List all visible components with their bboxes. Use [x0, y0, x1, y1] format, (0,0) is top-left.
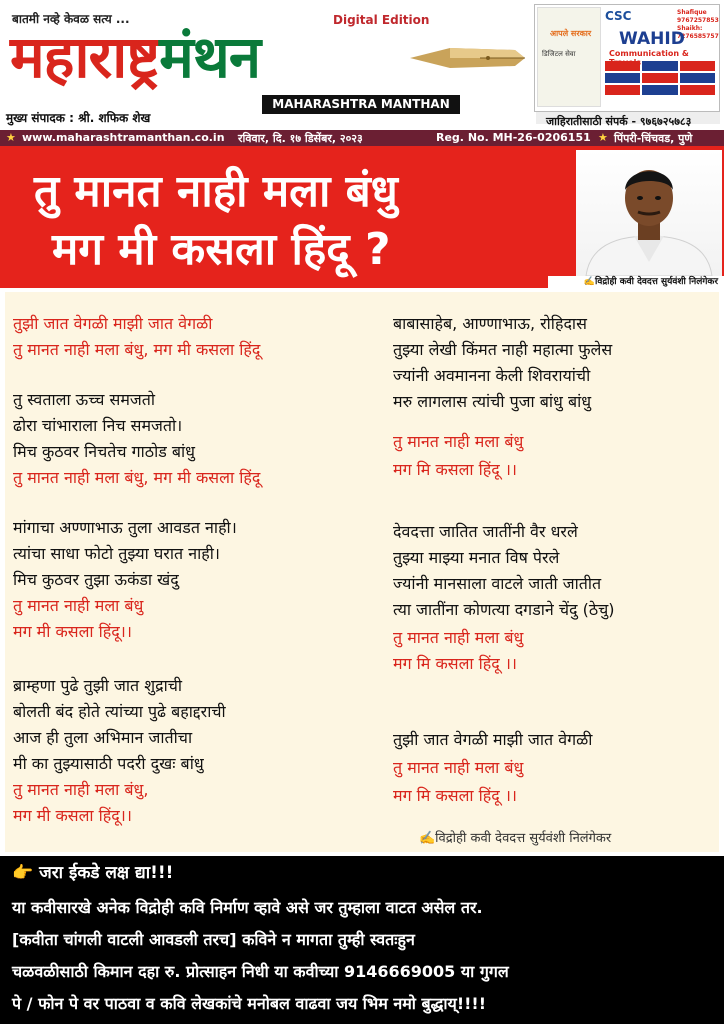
appeal-footer	[0, 856, 724, 1024]
ad-brand-subtitle: Communication &	[609, 49, 689, 58]
pointing-hand-icon: 👉	[12, 863, 34, 883]
poem-line: तु मानत नाही मला बंधु	[13, 596, 144, 615]
poem-line: तु मानत नाही मला बंधु	[393, 628, 524, 647]
poem-line: मग मी कसला हिंदू।।	[13, 806, 132, 825]
poem-line: तुझी जात वेगळी माझी जात वेगळी	[13, 314, 213, 333]
info-bar	[0, 130, 724, 146]
poem-line: मी का तुझ्यासाठी पदरी दुखः बांधु	[13, 754, 204, 773]
ad-contact-line: जाहिरातीसाठी संपर्क - ९७६७२५७८३	[546, 115, 692, 128]
ad-right-panel	[603, 7, 717, 107]
appeal-line: या कवीसारखे अनेक विद्रोही कवि निर्माण व्हावे असे जर तुम्हाला वाटत असेल तर.	[12, 898, 483, 917]
edition-label: Digital Edition	[333, 13, 430, 27]
poem-line: तु मानत नाही मला बंधु,	[13, 780, 149, 799]
appeal-line: चळवळीसाठी किमान दहा रु. प्रोत्साहन निधी या कवीच्या 9146669005 या गुगल	[12, 962, 509, 981]
ad-left-title: आपले सरकार	[550, 29, 592, 38]
poem-line: मग मी कसला हिंदू।।	[13, 622, 132, 641]
poem-line: तु मानत नाही मला बंधु	[393, 432, 524, 451]
poem-line: मांगाचा अण्णाभाऊ तुला आवडत नाही।	[13, 518, 237, 537]
poem-line: बोलती बंद होते त्यांच्या पुढे बहाद्दराची	[13, 702, 226, 721]
appeal-line: [कवीता चांगली वाटली आवडली तरच] कविने न मागता तुम्ही स्वतःहुन	[12, 930, 415, 949]
poem-line: मग मि कसला हिंदू ।।	[393, 460, 517, 479]
ad-owner-1: Shafique 9767257853	[677, 9, 719, 24]
masthead	[0, 0, 724, 128]
headline-line-1: तु मानत नाही मला बंधु	[34, 166, 398, 217]
star-icon: ★	[598, 131, 608, 144]
poem-panel	[5, 292, 719, 852]
poet-photo	[576, 150, 722, 276]
appeal-title-row	[12, 860, 173, 883]
issue-date: रविवार, दि. १७ डिसेंबर, २०२३	[238, 132, 363, 145]
logo-part-maharashtra: महाराष्ट्र	[10, 23, 160, 91]
logo-part-manthan: मंथन	[159, 23, 261, 91]
poem-line: ढोरा चांभाराला निच समजतो।	[13, 416, 183, 435]
headline-line-2: मग मी कसला हिंदू ?	[52, 224, 391, 275]
poem-line: मग मि कसला हिंदू ।।	[393, 786, 517, 805]
poem-line: मिच कुठवर निचतेच गाठोड बांधु	[13, 442, 195, 461]
poem-line: तुझ्या लेखी किंमत नाही महात्मा फुलेस	[393, 340, 613, 359]
star-icon: ★	[6, 131, 16, 144]
poem-line: तु मानत नाही मला बंधु, मग मी कसला हिंदू	[13, 468, 261, 487]
ad-csc-logo: CSC	[605, 9, 632, 23]
poem-line: तुझ्या माझ्या मनात विष पेरले	[393, 548, 560, 567]
appeal-title: जरा ईकडे लक्ष द्या!!!	[39, 863, 174, 883]
fountain-pen-icon	[410, 40, 525, 76]
ad-service-tiles	[605, 61, 715, 95]
poem-line: देवदत्ता जातित जातींनी वैर धरले	[393, 522, 578, 541]
registration-number: Reg. No. MH-26-0206151	[436, 131, 591, 144]
poem-line: ज्यांनी अवमानना केली शिवरायांची	[393, 366, 591, 385]
newspaper-logo	[10, 22, 260, 92]
portrait-icon	[576, 150, 722, 276]
poem-line: तु स्वताला ऊच्च समजतो	[13, 390, 156, 409]
poem-line: मरु लागलास त्यांची पुजा बांधु बांधु	[393, 392, 592, 411]
ad-left-subtitle: डिजिटल सेवा	[542, 50, 576, 58]
poem-line: बाबासाहेब, आण्णाभाऊ, रोहिदास	[393, 314, 587, 333]
ad-brand: WAHID	[619, 29, 685, 49]
poem-line: ब्राम्हणा पुढे तुझी जात शुद्राची	[13, 676, 183, 695]
tagline: बातमी नव्हे केवळ सत्य ...	[12, 12, 130, 26]
poem-line: ज्यांनी मानसाला वाटले जाती जातीत	[393, 574, 602, 593]
website-link[interactable]: www.maharashtramanthan.co.in	[22, 131, 225, 144]
advertisement[interactable]	[534, 4, 720, 112]
poet-signature: ✍️विद्रोही कवी देवदत्त सुर्यवंशी निलंगेकर	[419, 831, 612, 846]
ad-left-panel	[537, 7, 601, 107]
poem-line: आज ही तुला अभिमान जातीचा	[13, 728, 193, 747]
poem-line: तु मानत नाही मला बंधु, मग मी कसला हिंदू	[13, 340, 261, 359]
english-name-band: MAHARASHTRA MANTHAN	[262, 95, 460, 114]
poem-line: मिच कुठवर तुझा ऊकंडा खंदु	[13, 570, 179, 589]
ad-owner-2: Shaikh: 7276585757	[677, 25, 719, 40]
poem-line: त्या जातींना कोणत्या दगडाने चेंदु (ठेचु)	[393, 600, 615, 619]
poem-line: त्यांचा साधा फोटो तुझ्या घरात नाही।	[13, 544, 220, 563]
poem-line: तुझी जात वेगळी माझी जात वेगळी	[393, 730, 593, 749]
poet-credit: ✍️विद्रोही कवी देवदत्त सुर्यवंशी निलंगेकर	[548, 276, 724, 288]
poem-line: तु मानत नाही मला बंधु	[393, 758, 524, 777]
chief-editor: मुख्य संपादक : श्री. शफिक शेख	[6, 111, 151, 125]
appeal-line: पे / फोन पे वर पाठवा व कवि लेखकांचे मनोबल वाढवा जय भिम नमो बुद्धाय्!!!!	[12, 994, 487, 1013]
poem-line: मग मि कसला हिंदू ।।	[393, 654, 517, 673]
edition-location: पिंपरी-चिंचवड, पुणे	[614, 132, 693, 145]
